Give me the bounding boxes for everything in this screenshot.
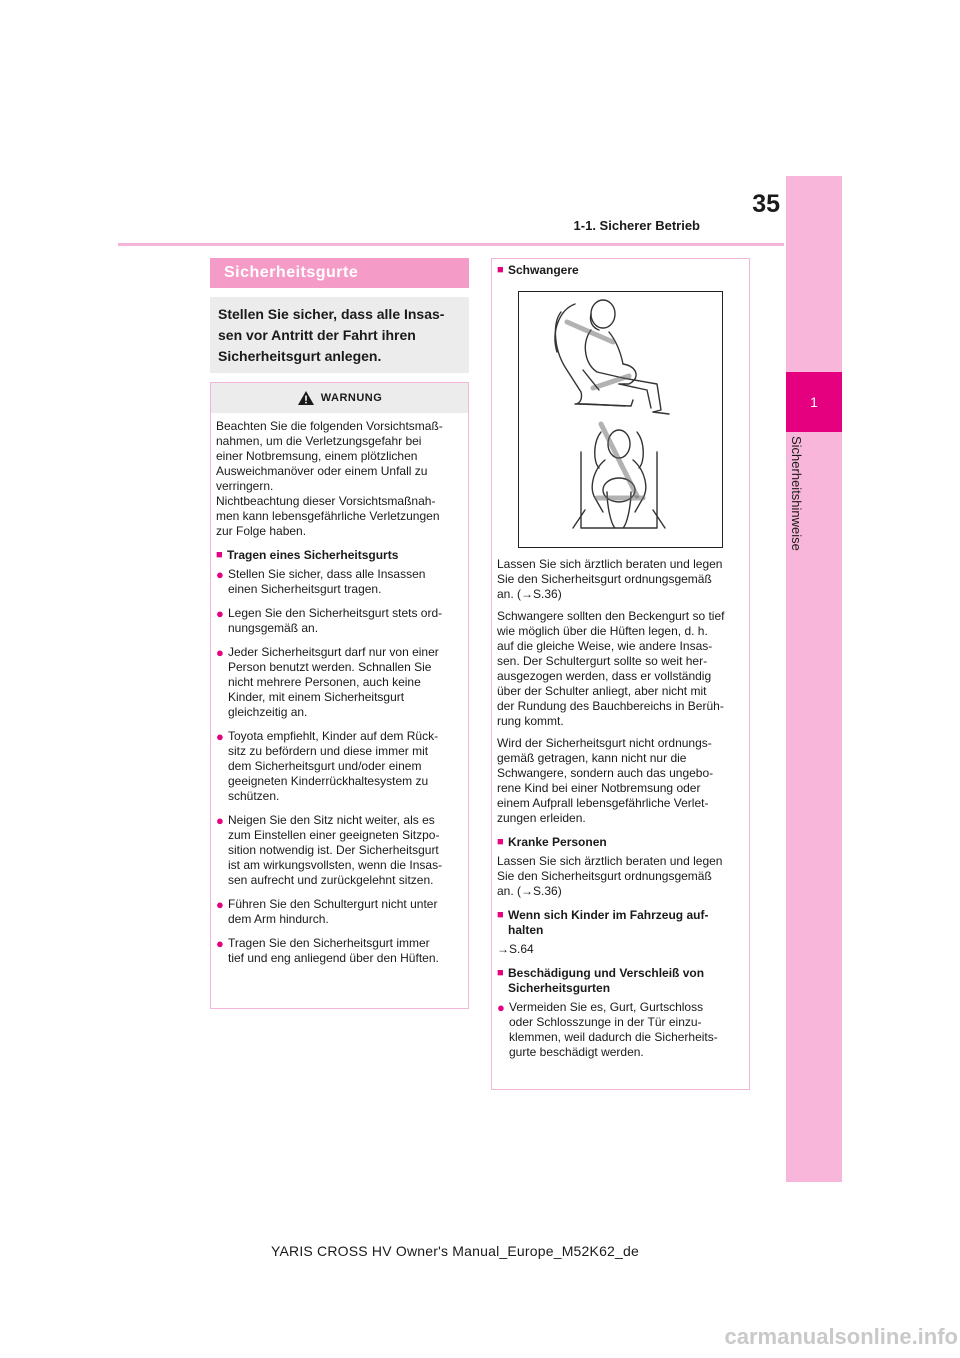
sub-heading [497, 263, 745, 278]
warning-body [216, 419, 464, 975]
list-item [216, 606, 464, 636]
list-item [216, 645, 464, 720]
illustration-svg [519, 292, 722, 547]
text-line: verringern. [216, 479, 274, 493]
bullet-dot-icon: ● [216, 936, 224, 951]
text-line: Ausweichmanöver oder einem Unfall zu [216, 464, 428, 478]
bullet-dot-icon: ● [497, 1000, 505, 1015]
text-line: gleichzeitig an. [228, 705, 308, 719]
list-item [216, 729, 464, 804]
text-line: schützen. [228, 789, 280, 803]
list-item [497, 1000, 745, 1060]
chapter-tab-strip [786, 176, 842, 1182]
paragraph [497, 736, 745, 826]
text-line: sen aufrecht und zurückgelehnt sitzen. [228, 873, 434, 887]
sub-heading-text: Kranke Personen [508, 835, 607, 849]
sub-heading [497, 966, 745, 996]
warning-label: WARNUNG [320, 392, 383, 404]
chapter-tab-number[interactable]: 1 [786, 372, 842, 432]
warning-header [211, 383, 468, 413]
list-item [216, 567, 464, 597]
text-line: Person benutzt werden. Schnallen Sie [228, 660, 432, 674]
text-line: Neigen Sie den Sitz nicht weiter, als es [228, 813, 435, 827]
text-line: rung kommt. [497, 714, 564, 728]
bullet-dot-icon: ● [216, 606, 224, 621]
text-line: Tragen Sie den Sicherheitsgurt immer [228, 936, 430, 950]
sub-heading-text: halten [508, 923, 544, 937]
text-line: Legen Sie den Sicherheitsgurt stets ord- [228, 606, 443, 620]
footer-text: YARIS CROSS HV Owner's Manual_Europe_M52K62_de [270, 1243, 639, 1259]
warning-triangle-icon [297, 390, 315, 406]
bullet-dot-icon: ● [216, 567, 224, 582]
text-line: men kann lebensgefährliche Verletzungen [216, 509, 440, 523]
chapter-tab-label: Sicherheitshinweise [789, 436, 804, 551]
sub-heading [497, 835, 745, 850]
text-line: der Rundung des Bauchbereichs in Berüh- [497, 699, 724, 713]
text-line: Nichtbeachtung dieser Vorsichtsmaßnah- [216, 494, 436, 508]
text-line: Schwangere, sondern auch das ungebo- [497, 766, 714, 780]
bullet-dot-icon: ● [216, 897, 224, 912]
list-item [216, 936, 464, 966]
text-line: nungsgemäß an. [228, 621, 319, 635]
square-bullet-icon: ■ [216, 549, 223, 561]
text-line: Führen Sie den Schultergurt nicht unter [228, 897, 438, 911]
text-line: rene Kind bei einer Notbremsung oder [497, 781, 701, 795]
text-line: klemmen, weil dadurch die Sicherheits- [509, 1030, 718, 1044]
square-bullet-icon: ■ [497, 967, 504, 979]
text-line: geeigneten Kinderrückhaltesystem zu [228, 774, 429, 788]
text-line: zur Folge haben. [216, 524, 307, 538]
text-line: einer Notbremsung, einem plötzlichen [216, 449, 418, 463]
warning-paragraph [216, 419, 464, 539]
list-item [216, 813, 464, 888]
text-line: gemäß getragen, kann nicht nur die [497, 751, 687, 765]
header-divider [118, 243, 784, 246]
text-line: über der Schulter anliegt, aber nicht mit [497, 684, 707, 698]
text-line: sen. Der Schultergurt sollte so weit her- [497, 654, 708, 668]
section-title: 1-1. Sicherer Betrieb [573, 218, 700, 233]
text-line: zum Einstellen einer geeigneten Sitzpo- [228, 828, 440, 842]
text-line: einem Aufprall lebensgefährliche Verlet- [497, 796, 709, 810]
text-line: Kinder, mit einem Sicherheitsgurt [228, 690, 405, 704]
text-line: ist am wirkungsvollsten, wenn die Insas- [228, 858, 443, 872]
text-line: sition notwendig ist. Der Sicherheitsgurt [228, 843, 439, 857]
sub-heading-text: Wenn sich Kinder im Fahrzeug auf- [508, 908, 709, 922]
sub-heading-text: Sicherheitsgurten [508, 981, 611, 995]
page-number: 35 [752, 190, 780, 218]
intro-line: Sicherheitsgurt anlegen. [218, 348, 382, 364]
intro-line: Stellen Sie sicher, dass alle Insas- [218, 306, 445, 322]
text-line: dem Sicherheitsgurt und/oder einem [228, 759, 422, 773]
paragraph [497, 854, 745, 899]
text-line: nicht mehrere Personen, auch keine [228, 675, 421, 689]
info-body-lower [497, 557, 745, 1069]
text-line: Lassen Sie sich ärztlich beraten und legen [497, 557, 723, 571]
bullet-dot-icon: ● [216, 813, 224, 828]
intro-box [210, 297, 469, 373]
text-line: Lassen Sie sich ärztlich beraten und legen [497, 854, 723, 868]
sub-heading [216, 548, 464, 563]
text-line: Schwangere sollten den Beckengurt so tief [497, 609, 725, 623]
text-line: Stellen Sie sicher, dass alle Insassen [228, 567, 426, 581]
page-reference-link[interactable]: →S.64 [497, 942, 534, 956]
intro-line: sen vor Antritt der Fahrt ihren [218, 327, 416, 343]
paragraph [497, 609, 745, 729]
text-line: zungen erleiden. [497, 811, 586, 825]
info-box [491, 258, 750, 1090]
text-line: Toyota empfiehlt, Kinder auf dem Rück- [228, 729, 439, 743]
square-bullet-icon: ■ [497, 836, 504, 848]
text-line: tief und eng anliegend über den Hüften. [228, 951, 439, 965]
list-item [216, 897, 464, 927]
bullet-dot-icon: ● [216, 729, 224, 744]
text-line: Vermeiden Sie es, Gurt, Gurtschloss [509, 1000, 704, 1014]
text-line: einen Sicherheitsgurt tragen. [228, 582, 382, 596]
text-line: Wird der Sicherheitsgurt nicht ordnungs- [497, 736, 712, 750]
section-heading: Sicherheitsgurte [210, 258, 469, 288]
text-line: wie möglich über die Hüften legen, d. h. [497, 624, 708, 638]
text-line: gurte beschädigt werden. [509, 1045, 644, 1059]
sub-heading-text: Tragen eines Sicherheitsgurts [227, 548, 399, 562]
text-line: nahmen, um die Verletzungsgefahr bei [216, 434, 422, 448]
text-line: ausgezogen werden, dass er vollständig [497, 669, 712, 683]
square-bullet-icon: ■ [497, 264, 504, 276]
square-bullet-icon: ■ [497, 909, 504, 921]
paragraph [497, 557, 745, 602]
page-reference-link[interactable]: an. (→S.36) [497, 587, 562, 601]
info-body [497, 263, 745, 282]
sub-heading-text: Schwangere [508, 263, 579, 277]
sub-heading [497, 908, 745, 938]
text-line: dem Arm hindurch. [228, 912, 329, 926]
pregnant-seatbelt-illustration [518, 291, 723, 548]
text-line: Sie den Sicherheitsgurt ordnungsgemäß [497, 572, 712, 586]
text-line: Sie den Sicherheitsgurt ordnungsgemäß [497, 869, 712, 883]
text-line: sitz zu befördern und diese immer mit [228, 744, 429, 758]
sub-heading-text: Beschädigung und Verschleiß von [508, 966, 705, 980]
page-reference-link[interactable]: an. (→S.36) [497, 884, 562, 898]
warning-box [210, 382, 469, 1009]
text-line: oder Schlosszunge in der Tür einzu- [509, 1015, 702, 1029]
text-line: Beachten Sie die folgenden Vorsichtsmaß- [216, 419, 443, 433]
watermark: carmanualsonline.info [724, 1324, 958, 1349]
bullet-dot-icon: ● [216, 645, 224, 660]
text-line: auf die gleiche Weise, wie andere Insas- [497, 639, 713, 653]
text-line: Jeder Sicherheitsgurt darf nur von einer [228, 645, 439, 659]
